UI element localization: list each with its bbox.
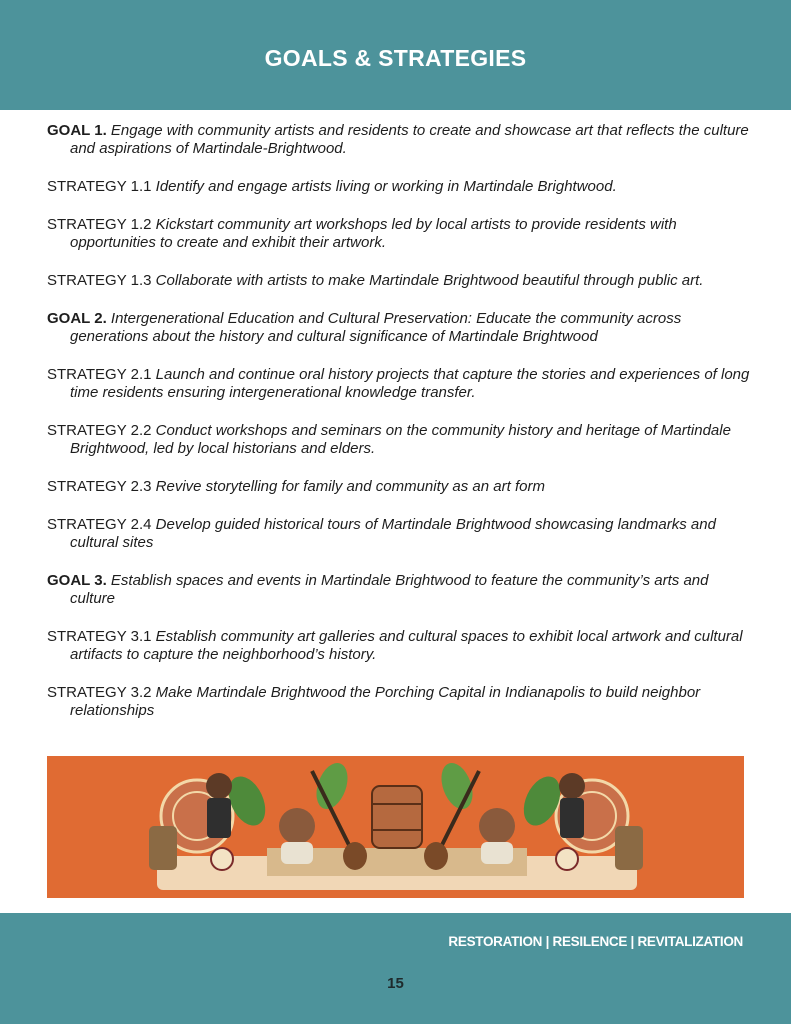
page-footer [0,913,791,1024]
entry-text: Establish community art galleries and cultural spaces to exhibit local artwork and cultural artifacts to capture the neighborhood’s history. [70,628,743,663]
strategy-3-2 [47,684,752,720]
entry-text: Identify and engage artists living or working in Martindale Brightwood. [155,178,617,195]
entry-lead: STRATEGY 2.3 [47,478,152,495]
portrait-right-body [481,842,513,864]
guitar-left-body [343,842,367,870]
entry-lead: STRATEGY 3.2 [47,684,152,701]
central-sign-icon [372,786,422,848]
strategy-2-2 [47,422,752,458]
emblem-icon [556,848,578,870]
side-figure-left [149,826,177,870]
entry-lead: STRATEGY 2.1 [47,366,152,383]
entry-lead: GOAL 3. [47,572,107,589]
entry-text: Conduct workshops and seminars on the community history and heritage of Martindale Brightwood, led by local historians and elders. [70,422,731,457]
entry-lead: STRATEGY 1.2 [47,216,152,233]
entry-text: Make Martindale Brightwood the Porching Capital in Indianapolis to build neighbor relationships [70,684,701,719]
strategy-2-3 [47,478,752,496]
entry-text: Launch and continue oral history projects that capture the stories and experiences of long time residents ensuring intergenerational knowledge transfer. [70,366,750,401]
entry-text: Establish spaces and events in Martindale Brightwood to feature the community’s arts and culture [70,572,709,607]
portrait-left-icon [279,808,315,844]
entry-lead: GOAL 1. [47,122,107,139]
leaf-icon [311,759,354,814]
strategy-1-3 [47,272,752,290]
entry-text: Engage with community artists and residents to create and showcase art that reflects the culture and aspirations of Martindale-Brightwood. [70,122,749,157]
entry-lead: STRATEGY 1.3 [47,272,152,289]
emblem-icon [211,848,233,870]
strategy-3-1 [47,628,752,664]
musician-left-icon [206,773,232,799]
strategy-1-1 [47,178,752,196]
entry-text: Develop guided historical tours of Martindale Brightwood showcasing landmarks and cultural sites [70,516,716,551]
musician-left-body [207,798,231,838]
goals-list [47,122,752,740]
page-header [0,0,791,110]
entry-lead: STRATEGY 3.1 [47,628,152,645]
page-title: GOALS & STRATEGIES [264,44,527,71]
entry-text: Kickstart community art workshops led by local artists to provide residents with opportunities to create and exhibit their artwork. [70,216,677,251]
portrait-right-icon [479,808,515,844]
entry-lead: STRATEGY 2.2 [47,422,152,439]
entry-text: Intergenerational Education and Cultural Preservation: Educate the community across generations about the history and cultural significance of Martindale Brightwood [70,310,682,345]
musician-right-body [560,798,584,838]
collage-illustration [47,756,744,898]
entry-text: Collaborate with artists to make Martindale Brightwood beautiful through public art. [155,272,704,289]
footer-tagline: RESTORATION | RESILENCE | REVITALIZATION [448,934,743,949]
entry-lead: GOAL 2. [47,310,107,327]
side-figure-right [615,826,643,870]
guitar-right-body [424,842,448,870]
entry-lead: STRATEGY 1.1 [47,178,152,195]
strategy-2-4 [47,516,752,552]
entry-lead: STRATEGY 2.4 [47,516,152,533]
community-collage-banner [47,756,744,898]
portrait-left-body [281,842,313,864]
goal-2 [47,310,752,346]
goal-3 [47,572,752,608]
goal-1 [47,122,752,158]
page-number: 15 [387,975,404,992]
strategy-2-1 [47,366,752,402]
entry-text: Revive storytelling for family and community as an art form [155,478,545,495]
musician-right-icon [559,773,585,799]
strategy-1-2 [47,216,752,252]
